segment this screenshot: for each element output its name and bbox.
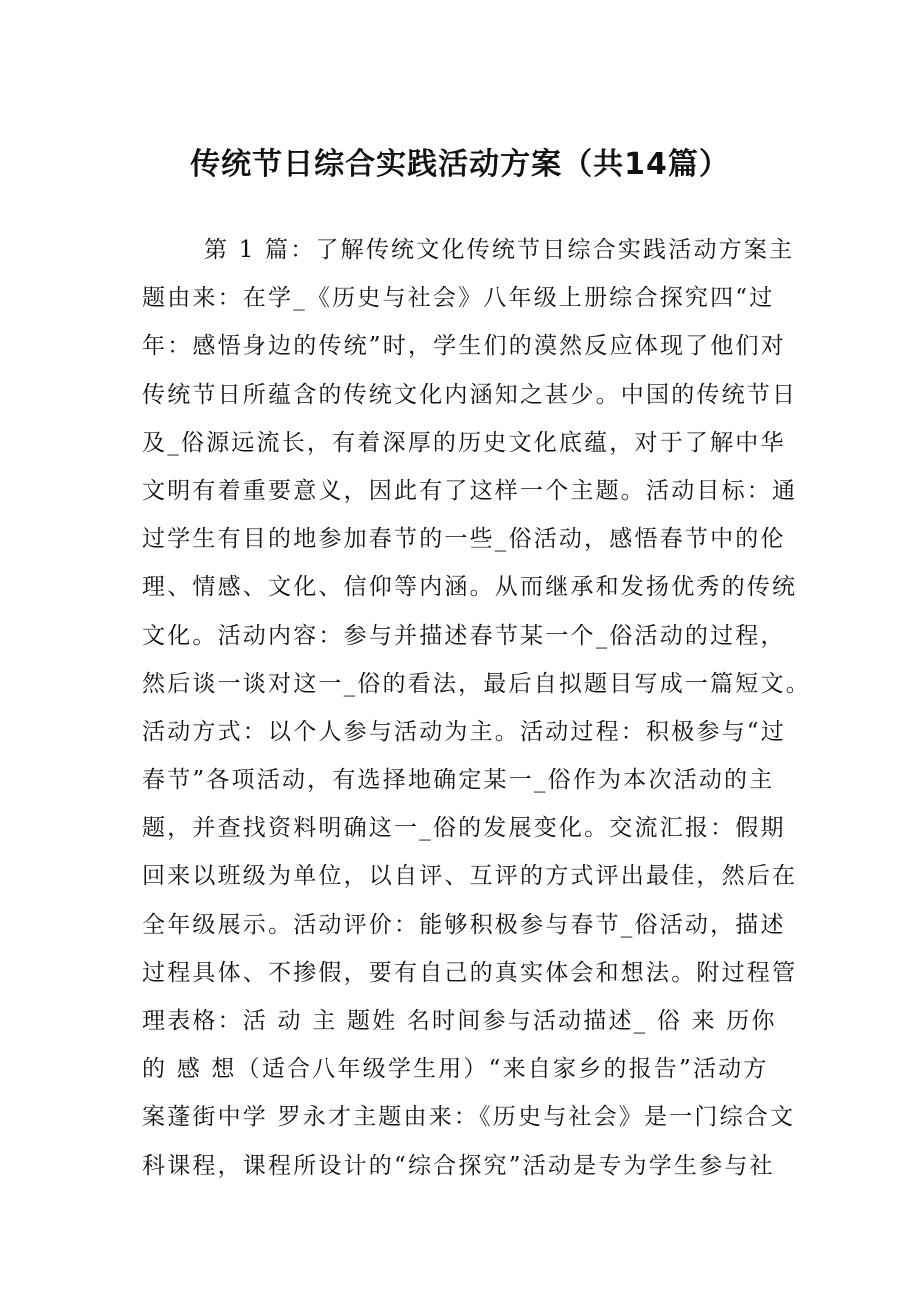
- body-line: 题，并查找资料明确这一_俗的发展变化。交流汇报：假期: [142, 815, 786, 842]
- body-line: 理表格：活 动 主 题姓 名时间参与活动描述_ 俗 来 历你: [142, 1008, 777, 1034]
- body-line: 活动方式：以个人参与活动为主。活动过程：积极参与“过: [142, 718, 786, 745]
- body-line: 回来以班级为单位，以自评、互评的方式评出最佳，然后在: [142, 863, 798, 890]
- document-body: [142, 226, 811, 1190]
- body-line: 文明有着重要意义，因此有了这样一个主题。活动目标：通: [142, 477, 798, 504]
- body-line: 理、情感、文化、信仰等内涵。从而继承和发扬优秀的传统: [142, 574, 798, 601]
- body-line: 题由来：在学_《历史与社会》八年级上册综合探究四“过: [142, 285, 775, 312]
- body-line: 传统节日所蕴含的传统文化内涵知之甚少。中国的传统节日: [142, 381, 798, 408]
- body-line: 然后谈一谈对这一_俗的看法，最后自拟题目写成一篇短文。: [142, 670, 811, 697]
- body-line: 过学生有目的地参加春节的一些_俗活动，感悟春节中的伦: [142, 526, 786, 553]
- body-line: 案蓬街中学 罗永才主题由来：《历史与社会》是一门综合文: [142, 1104, 796, 1131]
- body-line: 的 感 想（适合八年级学生用）“来自家乡的报告”活动方: [142, 1056, 769, 1083]
- body-line: 文化。活动内容：参与并描述春节某一个_俗活动的过程，: [142, 622, 786, 649]
- body-line: 及_俗源远流长，有着深厚的历史文化底蕴，对于了解中华: [142, 429, 786, 456]
- body-line: 第 1 篇：了解传统文化传统节日综合实践活动方案主: [204, 237, 795, 263]
- body-line: 全年级展示。活动评价：能够积极参与春节_俗活动，描述: [142, 911, 786, 938]
- body-line: 年：感悟身边的传统”时，学生们的漠然反应体现了他们对: [142, 333, 786, 360]
- body-line: 过程具体、不掺假，要有自己的真实体会和想法。附过程管: [142, 959, 798, 986]
- body-line: 春节”各项活动，有选择地确定某一_俗作为本次活动的主: [142, 767, 775, 794]
- body-line: 科课程，课程所设计的“综合探究”活动是专为学生参与社: [142, 1152, 775, 1179]
- document-title: 传统节日综合实践活动方案（共14篇）: [190, 147, 730, 182]
